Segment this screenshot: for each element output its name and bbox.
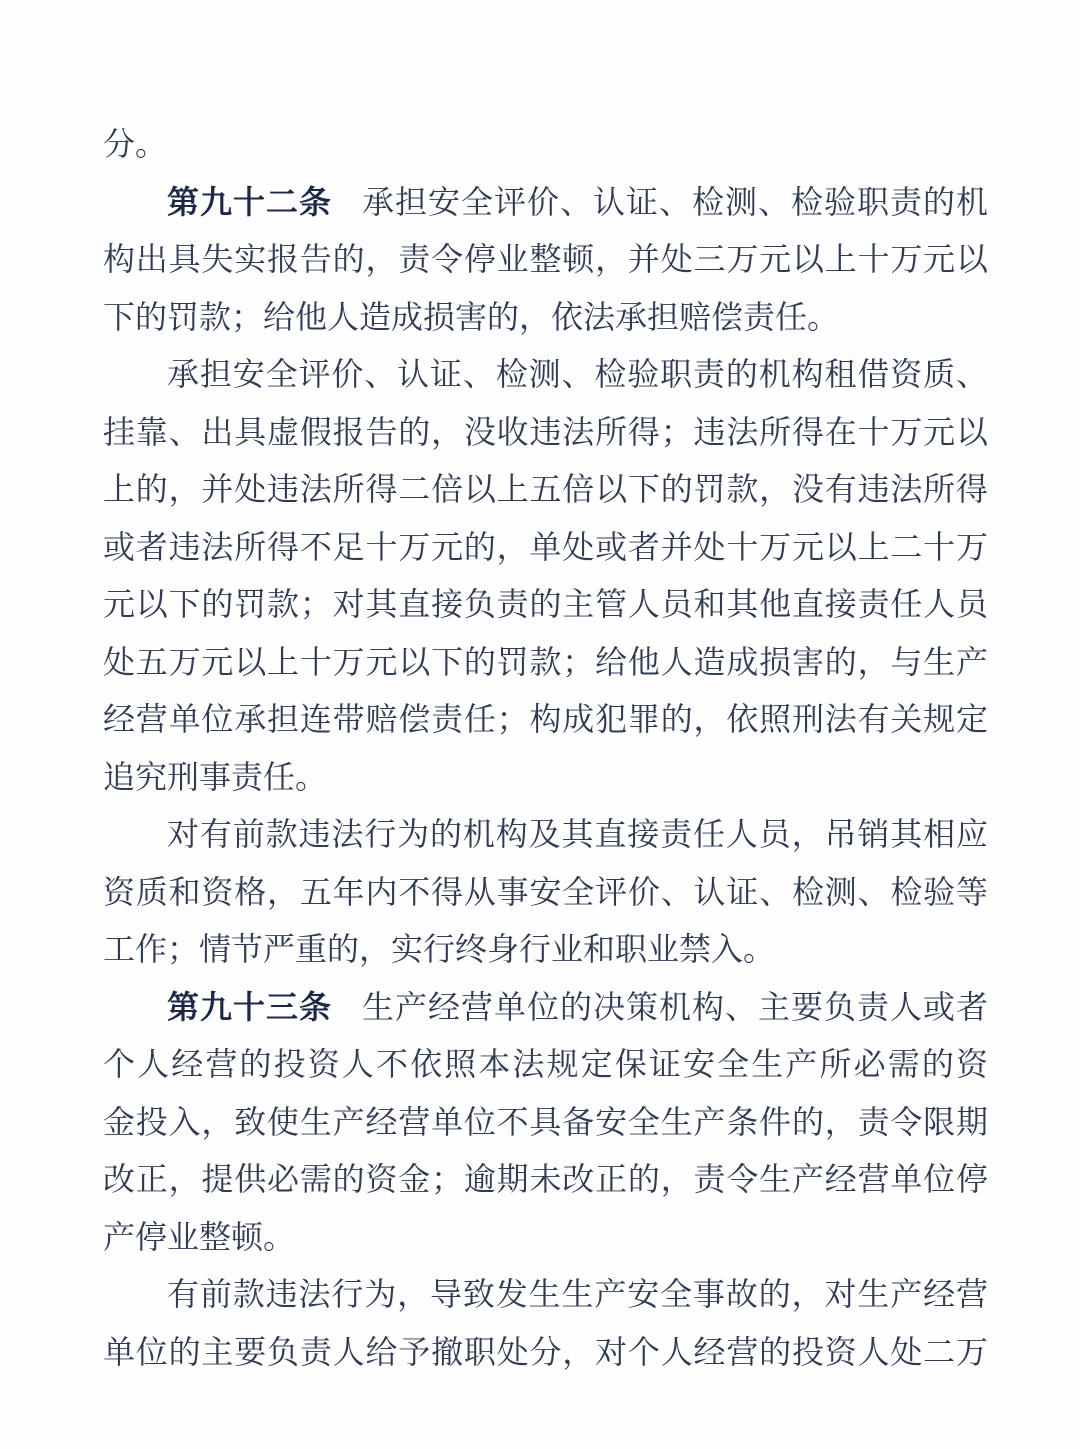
line-text: 单位的主要负责人给予撤职处分，对个人经营的投资人处二万 bbox=[103, 1333, 988, 1370]
text-line bbox=[103, 174, 988, 232]
line-text: 上的，并处违法所得二倍以上五倍以下的罚款，没有违法所得 bbox=[103, 471, 988, 507]
text-line bbox=[103, 749, 988, 807]
line-text: 对有前款违法行为的机构及其直接责任人员，吊销其相应 bbox=[167, 816, 988, 852]
line-text: 处五万元以上十万元以下的罚款；给他人造成损害的，与生产 bbox=[103, 643, 988, 680]
line-text: 承担安全评价、认证、检测、检验职责的机构租借资质、 bbox=[167, 356, 988, 392]
line-text: 个人经营的投资人不依照本法规定保证安全生产所必需的资 bbox=[103, 1046, 988, 1082]
text-line bbox=[103, 979, 988, 1037]
text-line bbox=[103, 1036, 988, 1094]
text-line bbox=[103, 116, 988, 174]
text-line bbox=[103, 519, 988, 577]
text-line bbox=[103, 346, 988, 404]
line-text: 构出具失实报告的，责令停业整顿，并处三万元以上十万元以 bbox=[103, 241, 988, 277]
text-line bbox=[103, 231, 988, 289]
text-line bbox=[103, 1266, 988, 1324]
text-line bbox=[103, 461, 988, 519]
line-text: 有前款违法行为，导致发生生产安全事故的，对生产经营 bbox=[167, 1276, 988, 1312]
line-text: 下的罚款；给他人造成损害的，依法承担赔偿责任。 bbox=[103, 298, 840, 335]
document-body bbox=[103, 116, 988, 1381]
text-line bbox=[103, 404, 988, 462]
text-line bbox=[103, 921, 988, 979]
text-line bbox=[103, 691, 988, 749]
line-text: 经营单位承担连带赔偿责任；构成犯罪的，依照刑法有关规定 bbox=[103, 701, 988, 737]
line-text: 工作；情节严重的，实行终身行业和职业禁入。 bbox=[103, 931, 776, 967]
line-text: 挂靠、出具虚假报告的，没收违法所得；违法所得在十万元以 bbox=[103, 413, 988, 450]
line-text: 或者违法所得不足十万元的，单处或者并处十万元以上二十万 bbox=[103, 528, 988, 565]
line-text: 改正，提供必需的资金；逾期未改正的，责令生产经营单位停 bbox=[103, 1161, 988, 1197]
text-line bbox=[103, 289, 988, 347]
text-line bbox=[103, 1209, 988, 1267]
line-text: 产停业整顿。 bbox=[103, 1218, 296, 1255]
line-text: 追究刑事责任。 bbox=[103, 758, 328, 795]
text-line bbox=[103, 864, 988, 922]
text-line bbox=[103, 806, 988, 864]
line-text: 金投入，致使生产经营单位不具备安全生产条件的，责令限期 bbox=[103, 1103, 988, 1140]
line-text: 生产经营单位的决策机构、主要负责人或者 bbox=[362, 988, 988, 1025]
text-line bbox=[103, 1094, 988, 1152]
article-number: 第九十三条 bbox=[167, 988, 332, 1025]
text-line bbox=[103, 1324, 988, 1382]
line-text: 分。 bbox=[103, 126, 168, 162]
line-text: 资质和资格，五年内不得从事安全评价、认证、检测、检验等 bbox=[103, 873, 988, 910]
article-number: 第九十二条 bbox=[167, 183, 332, 220]
text-line bbox=[103, 634, 988, 692]
line-text: 承担安全评价、认证、检测、检验职责的机 bbox=[362, 183, 988, 220]
text-line bbox=[103, 1151, 988, 1209]
line-text: 元以下的罚款；对其直接负责的主管人员和其他直接责任人员 bbox=[103, 586, 988, 622]
text-line bbox=[103, 576, 988, 634]
